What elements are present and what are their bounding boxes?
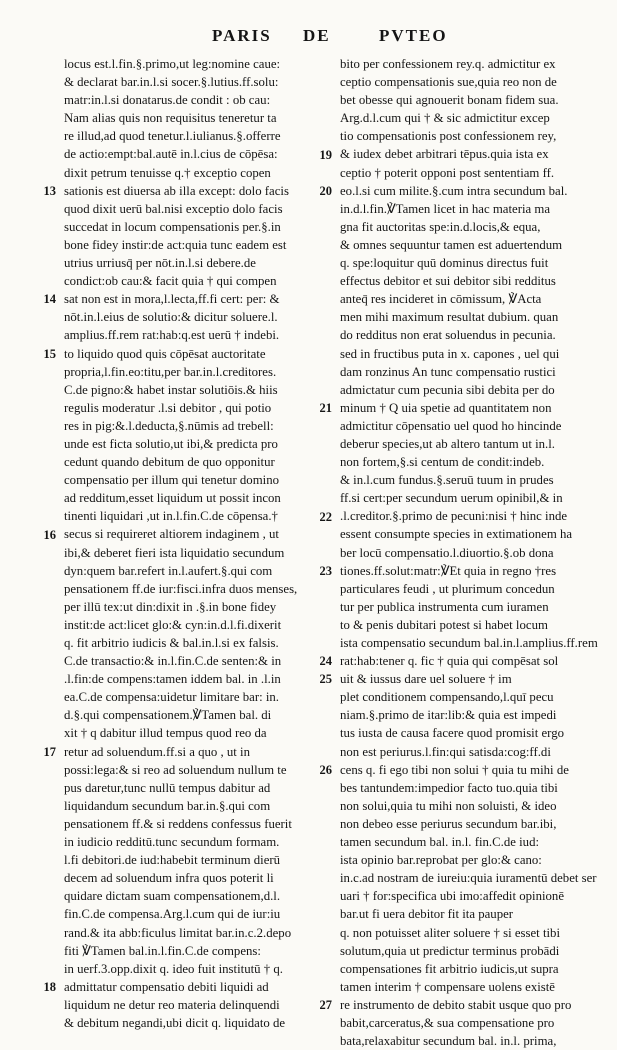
running-head-left: PARIS <box>212 26 272 45</box>
running-head-center: DE <box>303 26 331 45</box>
margin-note-number: 23 <box>319 563 332 578</box>
margin-note-number: 25 <box>319 672 332 687</box>
running-head <box>0 26 617 50</box>
text-line: non est periurus.l.fin:qui satisda:cog:ff.di <box>340 744 551 759</box>
text-line: unde est ficta solutio,ut ibi,& predicta pro <box>64 436 278 451</box>
text-line: amplius.ff.rem rat:hab:q.est uerū † indebi. <box>64 328 280 343</box>
text-line: minum † Q uia spetie ad quantitatem non <box>340 400 552 415</box>
text-line: compensatio per illum qui tenetur domino <box>64 473 280 488</box>
text-line: to & penis dubitari potest si habet locum <box>340 617 548 632</box>
text-line: solutum,quia ut predictur terminus probādi <box>340 943 560 958</box>
text-line: pensationem ff.& si reddens confessus fuerit <box>64 816 292 831</box>
text-line: essent consumpte species in extimationem ha <box>340 527 573 542</box>
text-line: particulares feudi , ut plurimum concedun <box>340 581 555 596</box>
text-line: q. spe:loquitur quū dominus directus fuit <box>340 256 549 271</box>
text-line: sat non est in mora,l.lecta,ff.fi cert: per: & <box>64 292 280 307</box>
text-line: instit:de act:licet glo:& cyn:in.d.l.fi.dixerit <box>64 617 282 632</box>
left-text-column <box>64 55 318 1032</box>
text-line: utrius urriusq̄ per nōt.in.l.si debere.de <box>64 256 256 271</box>
margin-note-number: 15 <box>43 346 56 361</box>
text-line: per illū tex:ut din:dixit in .§.in bone fidey <box>64 599 277 614</box>
text-line: succedat in locum compensationis per.§.in <box>64 219 281 234</box>
text-line: res in pig:&.l.deducta,§.nūmis ad trebell: <box>64 418 274 433</box>
running-head-right: PVTEO <box>379 26 448 45</box>
text-line: admittatur compensatio debiti liquidi ad <box>64 979 269 994</box>
text-line: Arg.d.l.cum qui † & sic admictitur excep <box>340 111 550 126</box>
text-line: men mihi maximum resultat dubium. quan <box>340 310 559 325</box>
text-line: regulis moderatur .l.si debitor , qui potio <box>64 400 272 415</box>
text-line: tamen interim † compensare uolens existē <box>340 979 555 994</box>
text-line: uit & iussus dare uel soluere † im <box>340 672 512 687</box>
text-line: rat:hab:tener q. fic † quia qui compēsat sol <box>340 654 559 669</box>
text-line: retur ad soluendum.ff.si a quo , ut in <box>64 744 250 759</box>
text-line: tio compensationis post confessionem rey, <box>340 129 557 144</box>
text-line: dam ronzinus An tunc compensatio rustici <box>340 364 556 379</box>
text-line: & in.l.cum fundus.§.seruū tuum in prudes <box>340 473 554 488</box>
text-line: nōt.in.l.eius de solutio:& dicitur soluere.l. <box>64 310 278 325</box>
text-line: tiones.ff.solut:matr:℣Et quia in regno †res <box>340 563 557 578</box>
text-line: non solui,quia tu mihi non soluisti, & ideo <box>340 798 557 813</box>
margin-note-number: 18 <box>43 980 56 995</box>
text-line: ff.si cert:per secundum uerum opinibil,& in <box>340 491 563 506</box>
text-line: & debitum negandi,ubi dicit q. liquidato de <box>64 1015 286 1030</box>
text-line: .l.creditor.§.primo de pecuni:nisi † hinc inde <box>340 509 568 524</box>
text-line: C.de pigno:& habet instar solutiōis.& hiis <box>64 382 278 397</box>
margin-note-number: 22 <box>319 509 332 524</box>
text-line: sationis est diuersa ab illa except: dolo facis <box>64 183 289 198</box>
text-line: fin.C.de compensa.Arg.l.cum qui de iur:iu <box>64 907 281 922</box>
text-line: ea.C.de compensa:uidetur limitare bar: in. <box>64 690 279 705</box>
text-line: q. non potuisset aliter soluere † si esset tibi <box>340 925 561 940</box>
text-line: tur per publica instrumenta cum iuramen <box>340 599 549 614</box>
text-line: uari † for:specifica ubi imo:affedit opinionē <box>340 889 564 904</box>
text-line: ad redditum,esset liquidum ut possit incon <box>64 491 281 506</box>
text-line: niam.§.primo de itar:lib:& quia est impedi <box>340 708 557 723</box>
text-line: bar.ut fi uera debitor fit ita pauper <box>340 907 514 922</box>
text-line: rand.& ita abb:ficulus limitat bar.in.c.2.depo <box>64 925 292 940</box>
text-line: liquidandum secundum bar.in.§.qui com <box>64 798 271 813</box>
text-line: bone fidey instir:de act:quia tunc eadem est <box>64 237 287 252</box>
text-line: .l.fin:de compens:tamen iddem bal. in .l.in <box>64 672 281 687</box>
text-line: ceptio † poterit opponi post sententiam ff. <box>340 165 555 180</box>
text-line: ceptio compensationis sue,quia reo non de <box>340 75 557 90</box>
text-line: dixit petrum tenuisse q.† exceptio copen <box>64 165 271 180</box>
right-text-column <box>340 55 602 1050</box>
margin-note-number: 17 <box>43 744 56 759</box>
text-line: decem ad soluendum infra quos poterit li <box>64 871 274 886</box>
margin-note-number: 14 <box>43 292 56 307</box>
text-line: ista compensatio secundum bal.in.l.amplius.ff.rem <box>340 636 598 650</box>
text-line: effectus debitor et sui debitor sibi redditus <box>340 274 556 289</box>
text-line: de actio:empt:bal.autē in.l.cius de cōpēsa: <box>64 147 278 162</box>
text-line: non debeo esse periurus secundum bar.ibi, <box>340 816 557 831</box>
text-line: bito per confessionem rey.q. admictitur ex <box>340 57 556 71</box>
text-line: in iudicio redditū.tunc secundum formam. <box>64 835 280 850</box>
text-line: q. fit arbitrio iudicis & bal.in.l.si ex falsis. <box>64 636 279 650</box>
text-line: pus daretur,tunc nullū tempus dabitur ad <box>64 780 271 795</box>
text-line: matr:in.l.si donatarus.de condit : ob cau: <box>64 93 271 108</box>
text-line: xit † q dabitur illud tempus quod reo da <box>64 726 267 741</box>
margin-note-number: 13 <box>43 183 56 198</box>
text-line: & declarat bar.in.l.si socer.§.lutius.ff.solu: <box>64 75 279 90</box>
text-line: bata,relaxabitur secundum bal. in.l. prima, <box>340 1034 557 1049</box>
text-line: quidare dictam suam compensationem,d.l. <box>64 889 281 904</box>
text-line: C.de transactio:& in.l.fin.C.de senten:& in <box>64 654 282 669</box>
margin-note-number: 20 <box>319 183 332 198</box>
text-line: quod dixit uerū bal.nisi exceptio dolo facis <box>64 201 283 216</box>
margin-note-number: 27 <box>319 998 332 1013</box>
margin-note-number: 19 <box>319 147 332 162</box>
text-line: & iudex debet arbitrari tēpus.quia ista ex <box>340 147 549 162</box>
text-line: dyn:quem bar.refert in.l.aufert.§.qui com <box>64 563 273 578</box>
text-line: propria,l.fin.eo:titu,per bar.in.l.creditores. <box>64 364 277 379</box>
text-line: admictitur cōpensatio uel quod ho hincinde <box>340 418 562 433</box>
text-line: pensationem ff.de iur:fisci.infra duos menses, <box>64 581 298 596</box>
text-line: in uerf.3.opp.dixit q. ideo fuit institutū † q. <box>64 961 283 976</box>
text-line: in.c.ad nostram de iureiu:quia iuramentū debet ser <box>340 871 597 886</box>
text-line: gna fit auctoritas spe:in.d.locis,& equa, <box>340 219 541 234</box>
text-line: re illud,ad quod tenetur.l.iulianus.§.offerre <box>64 129 281 144</box>
margin-note-number: 26 <box>319 762 332 777</box>
text-line: do redditus non erat soluendus in pecunia. <box>340 328 556 343</box>
text-line: Nam alias quis non requisitus teneretur ta <box>64 111 277 126</box>
text-line: bet obesse qui agnouerit bonam fidem sua. <box>340 93 559 108</box>
text-line: in.d.l.fin.℣Tamen licet in hac materia ma <box>340 201 551 216</box>
text-line: liquidum ne detur reo materia delinquendi <box>64 997 280 1012</box>
text-line: bes tantundem:impedior facto tuo.quia tibi <box>340 780 558 795</box>
text-line: re instrumento de debito stabit usque quo pro <box>340 997 572 1012</box>
text-line: l.fi debitori.de iud:habebit terminum dierū <box>64 853 281 868</box>
text-line: to liquido quod quis cōpēsat auctoritate <box>64 346 266 361</box>
text-line: anteq̄ res incideret in cōmissum, ℣Acta <box>340 292 542 307</box>
text-line: tamen secundum bal. in.l. fin.C.de iud: <box>340 835 540 850</box>
text-line: locus est.l.fin.§.primo,ut leg:nomine caue: <box>64 57 281 71</box>
text-line: babit,carceratus,& sua compensatione pro <box>340 1015 555 1030</box>
text-line: eo.l.si cum milite.§.cum intra secundum bal. <box>340 183 568 198</box>
text-line: tus iusta de causa facere quod promisit ergo <box>340 726 564 741</box>
text-line: ista opinio bar.reprobat per glo:& cano: <box>340 853 542 868</box>
text-line: ibi,& deberet fieri ista liquidatio secundum <box>64 545 285 560</box>
text-line: secus si requireret altiorem indaginem , ut <box>64 527 279 542</box>
text-line: plet conditionem compensando,l.quī pecu <box>340 690 554 705</box>
text-line: deberur species,ut ab altero tantum ut in.l. <box>340 436 555 451</box>
text-line: compensationes fit arbitrio iudicis,ut supra <box>340 961 559 976</box>
text-line: & omnes sequuntur tamen est aduertendum <box>340 237 563 252</box>
margin-note-number: 16 <box>43 527 56 542</box>
text-line: ber locū compensatio.l.diuortio.§.ob dona <box>340 545 554 560</box>
text-line: sed in fructibus puta in x. capones , uel qui <box>340 346 560 361</box>
text-line: non fortem,§.si centum de condit:indeb. <box>340 455 545 470</box>
margin-note-number: 24 <box>319 654 332 669</box>
margin-note-number: 21 <box>319 400 332 415</box>
text-line: possi:lega:& si reo ad soluendum nullum te <box>64 762 287 777</box>
text-line: tinenti liquidari ,ut in.l.fin.C.de cōpensa.† <box>64 509 278 524</box>
text-line: d.§.qui compensationem.℣Tamen bal. di <box>64 708 272 723</box>
text-line: cedunt quando debitum de quo opponitur <box>64 455 275 470</box>
text-line: cens q. fi ego tibi non solui † quia tu mihi de <box>340 762 569 777</box>
text-line: admictatur cum pecunia sibi debita per do <box>340 382 555 397</box>
text-line: condict:ob cau:& facit quia † qui compen <box>64 274 277 289</box>
text-line: fiti ℣Tamen bal.in.l.fin.C.de compens: <box>64 943 261 958</box>
